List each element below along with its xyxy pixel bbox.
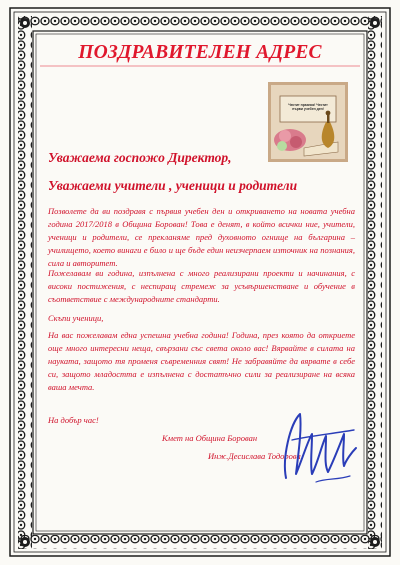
address-students: Скъпи ученици, xyxy=(48,313,104,323)
paragraph-congratulations: Позволете да ви поздравя с първия учебен ден и откриването на новата учебна година 2017/2018 в Община Борован! Това е денят, в който всички ние, учители, ученици и родители, се прекланяме пред духовното огнище на българина – училището, което винаги е било и ще бъде един неизчерпаем източник на познания, сила и авторитет. xyxy=(48,206,355,268)
signature-name: Инж.Десислава Тодорова xyxy=(208,451,301,461)
greeting-director: Уважаема госпожо Директор, xyxy=(48,150,232,165)
greeting-teachers: Уважаеми учители , ученици и родители xyxy=(48,178,298,193)
closing-wish: На добър час! xyxy=(48,415,99,425)
paragraph-students-wishes: На вас пожелавам една успешна учебна година! Година, през която да откриете още много интересни неща, свързани със света около вас! Вярвайте в силата на науката, защото тя променя съвременния свят! Не забравяйте да вярвате в себе си, защото младостта е изпълнена с достатъчно сили за реализиране на всяка ваша мечта. xyxy=(48,330,355,392)
picture-caption: Честит празник! Честит първи учебен ден! xyxy=(288,103,328,112)
school-still-life-picture xyxy=(268,82,348,162)
signature-role: Кмет на Община Борован xyxy=(162,433,258,443)
paragraph-wishes: Пожелавам ви година, изпълнена с много реализирани проекти и начинания, с високи постижения, с неспирaщ стремеж за усъвършенстване и обучение в съответствие с международните стандарти. xyxy=(48,268,355,304)
handwritten-signature xyxy=(272,400,364,492)
page-title: ПОЗДРАВИТЕЛЕН АДРЕС xyxy=(78,42,322,63)
